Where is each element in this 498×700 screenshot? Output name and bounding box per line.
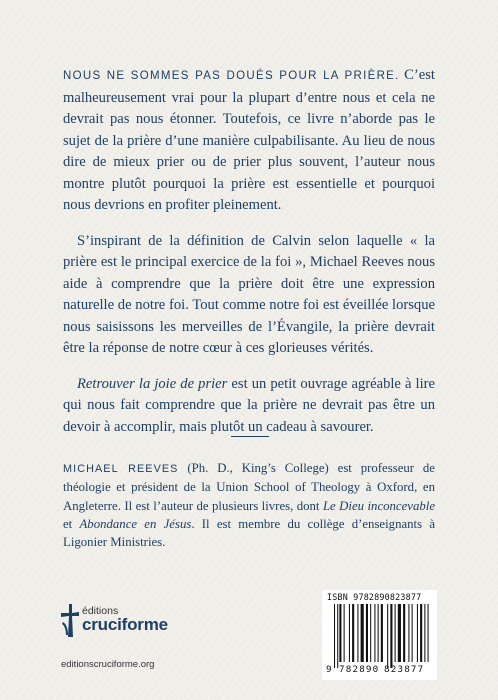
bio-text-3: . Il est membre du collège d’enseignants à Ligonier Ministries. bbox=[63, 516, 436, 550]
blurb-paragraph-1-text: C’est malheureusement vrai pour la plupart d’entre nous et cela ne devrait pas nous étonner. Toutefois, ce livre n’aborde pas le sujet de la prière d’une manière culpabilisante. Au lieu de nous dire de mieux prier ou de prier plus souvent, l’auteur nous montre plutôt pourquoi la prière est essentielle et pourquoi nous devrions en profiter pleinement. bbox=[63, 67, 435, 213]
barcode bbox=[322, 590, 437, 680]
isbn-label: ISBN 9782890823877 bbox=[327, 592, 422, 602]
blurb-lead: NOUS NE SOMMES PAS DOUÉS POUR LA PRIÈRE. bbox=[63, 70, 400, 82]
blurb-paragraph-2: S’inspirant de la définition de Calvin selon laquelle « la prière est le principal exercice de la foi », Michael Reeves nous aide à comprendre que la prière doit être une expression naturelle de notre foi. Tout comme notre foi est éveillée lorsque nous saisissons les merveilles de l’Évangile, la prière devrait être la réponse de notre cœur à ces glorieuses vérités. bbox=[63, 232, 435, 356]
author-name: MICHAEL REEVES bbox=[63, 463, 179, 475]
bio-text-2: et bbox=[63, 516, 80, 531]
book-title: Retrouver la joie de prier bbox=[77, 375, 228, 392]
bio-book-1: Le Dieu inconcevable bbox=[322, 498, 435, 513]
publisher-editions: éditions bbox=[82, 605, 119, 617]
blurb-paragraph-3-text: est un petit ouvrage agréable à lire qui nous fait comprendre que la prière ne devrait pas être un devoir à accomplir, mais plutôt un cadeau à savourer. bbox=[63, 375, 435, 435]
bio-book-2: Abondance en Jésus bbox=[79, 516, 192, 531]
author-bio bbox=[63, 459, 435, 551]
bio-text-1: (Ph. D., King’s College) est professeur de théologie et président de la Union School of Theology à Oxford, en Angleterre. Il est l’auteur de plusieurs livres, dont bbox=[63, 461, 435, 513]
cross-icon bbox=[60, 604, 80, 638]
barcode-digit-first: 9 bbox=[326, 664, 332, 675]
section-divider bbox=[231, 436, 269, 437]
barcode-bars bbox=[334, 604, 429, 668]
blurb-paragraph-1 bbox=[63, 65, 435, 217]
publisher-website: editionscruciforme.org bbox=[61, 659, 155, 670]
book-blurb bbox=[63, 65, 435, 452]
blurb-paragraph-3 bbox=[63, 374, 435, 439]
barcode-digits-left: 782890 bbox=[339, 664, 380, 675]
barcode-digits-right: 823877 bbox=[384, 664, 425, 675]
publisher-brand: cruciforme bbox=[82, 615, 168, 634]
